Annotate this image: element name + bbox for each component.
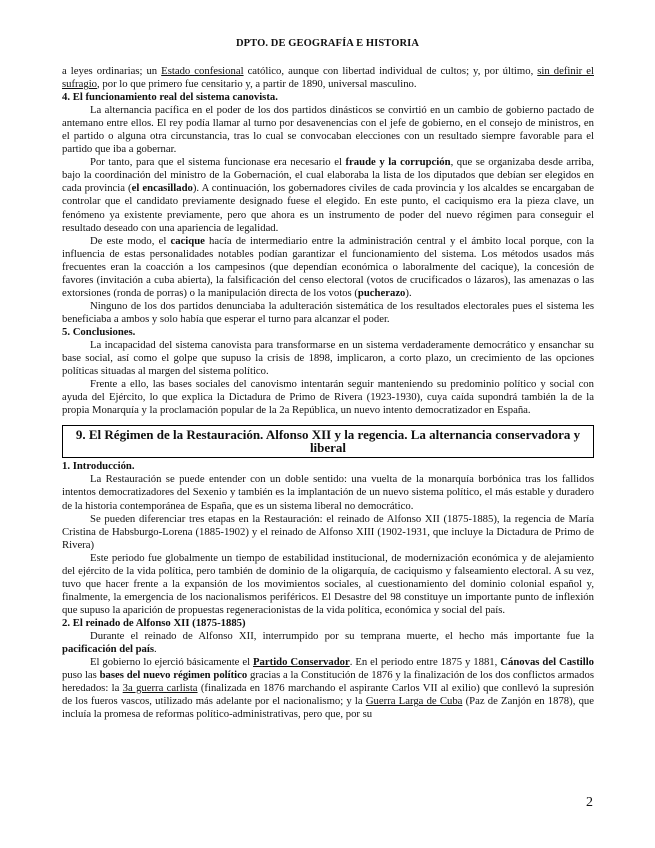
paragraph <box>62 235 594 300</box>
text-run: gracias a la Constitución de 1876 y la finalización de los dos conflictos armados heredados: la <box>62 669 594 695</box>
bold-term: cacique <box>170 234 205 247</box>
bold-term: bases del nuevo régimen político <box>99 669 248 682</box>
bold-term: pucherazo <box>357 286 406 299</box>
text-run: ). <box>405 286 412 299</box>
paragraph: La incapacidad del sistema canovista para transformarse en un sistema verdaderamente democrático y ensanchar su base social, así como el golpe que supuso la crisis de 1898, implicaron, a corto plazo, un crecimiento de las opciones políticas situadas al margen del sistema político. <box>62 338 594 378</box>
text-run: católico, aunque con libertad individual de cultos; y, por último, <box>243 65 538 77</box>
paragraph <box>62 630 594 656</box>
underlined-term: 3a guerra carlista <box>122 682 198 695</box>
paragraph <box>62 156 594 234</box>
paragraph: Se pueden diferenciar tres etapas en la Restauración: el reinado de Alfonso XII (1875-1885), la regencia de María Cristina de Habsburgo-Lorena (1885-1902) y el reinado de Alfonso XIII (1902-1931, que incluye la Dictadura de Primo de Rivera) <box>62 512 594 551</box>
topic-title-box: 9. El Régimen de la Restauración. Alfonso XII y la regencia. La alternancia conservadora y liberal <box>62 425 594 458</box>
bold-term: pacificación del país <box>62 643 155 656</box>
section-heading: 4. El funcionamiento real del sistema canovista. <box>62 91 278 104</box>
paragraph <box>62 656 594 721</box>
section-heading: 5. Conclusiones. <box>62 325 136 338</box>
paragraph: Ninguno de los dos partidos denunciaba la adulteración sistemática de los resultados electorales pues el sistema les beneficiaba a ambos y solo había que esperar el turno para alcanzar el poder. <box>62 299 594 325</box>
bold-term: el encasillado <box>131 182 193 195</box>
text-run: . En el periodo entre 1875 y 1881, <box>349 656 501 669</box>
underlined-term: Guerra Larga de Cuba <box>365 695 463 708</box>
text-run: ). A continuación, los gobernadores civiles de cada provincia y los alcaldes se encargaban de controlar que el candidato previamente designado fuese el elegido. En este punto, el caciquismo era la pieza clave, un fenómeno ya existente previamente, pero que ahora es un instrumento de poder del nuevo régimen para conseguir el resultado deseado con una apariencia de legalidad. <box>62 182 594 234</box>
text-run: . <box>154 643 157 656</box>
text-run: (Paz de Zanjón en 1878), que incluía la promesa de reformas político-administrativas, pero que, por su <box>62 695 594 721</box>
text-run: , que se organizaba desde arriba, bajo la coordinación del ministro de la Gobernación, el cual elaboraba la lista de los diputados que debían ser elegidos en cada provincia ( <box>62 156 594 195</box>
text-run: hacía de intermediario entre la administración central y el ámbito local porque, con la influencia de estas personalidades notables podían garantizar el funcionamiento del sistema. Los métodos usados más frecuentes eran la coacción a los campesinos (que dependían económica o laboralmente del cacique), la concesión de favores (invitación a cuba abierta), la falsificación del censo electoral (votos de crucificados o lázaros), las amenazas o las extorsiones (ronda de porras) o la manipulación directa de los votos ( <box>62 234 594 299</box>
paragraph: La Restauración se puede entender con un doble sentido: una vuelta de la monarquía borbónica tras los fallidos intentos democratizadores del Sexenio y también es la implantación de un nuevo sistema político, el más estable y duradero de la historia contemporánea de España, que es un sistema liberal no democrático. <box>62 473 594 512</box>
text-run: Durante el reinado de Alfonso XII, interrumpido por su temprana muerte, el hecho más importante fue la <box>90 629 594 642</box>
document-body <box>62 65 594 721</box>
paragraph: La alternancia pacífica en el poder de los dos partidos dinásticos se convirtió en un cambio de gobierno pactado de antemano entre ellos. El rey podía llamar al turno por desavenencias con el jefe de gobierno, en el consejo de ministros, en el partido o alguna otra circunstancia, tras lo cual se convocaban elecciones con un resultado siempre favorable para el partido que iba a gobernar. <box>62 104 594 156</box>
text-run: a leyes ordinarias; un <box>62 65 162 77</box>
bold-term: fraude y la corrupción <box>345 156 451 169</box>
text-run: , por lo que primero fue censitario y, a partir de 1890, universal masculino. <box>97 78 417 91</box>
department-header: DPTO. DE GEOGRAFÍA E HISTORIA <box>235 38 420 49</box>
bold-term: Cánovas del Castillo <box>500 656 595 669</box>
text-run: puso las <box>62 669 100 682</box>
page-number: 2 <box>586 795 593 810</box>
bold-underlined-term: Partido Conservador <box>253 656 350 669</box>
text-run: El gobierno lo ejerció básicamente el <box>90 656 254 669</box>
underlined-term: sin definir el sufragio <box>62 65 594 91</box>
paragraph: Este periodo fue globalmente un tiempo de estabilidad institucional, de modernización económica y de alejamiento del ejército de la vida política, pero también de dominio de la oligarquía, de caciquismo y falseamiento electoral. A su vez, tuvo que hacer frente a la expansión de los movimientos sociales, al cuestionamiento del dominio colonial español y, finalmente, la emergencia de los nacionalismos periféricos. El Desastre del 98 constituye un importante punto de inflexión que supuso la aparición de propuestas regeneracionistas de la vida política, económica y social del país. <box>62 551 594 616</box>
paragraph: Frente a ello, las bases sociales del canovismo intentarán seguir manteniendo su predominio político y social con ayuda del Ejército, lo que explica la Dictadura de Primo de Rivera (1923-1930), cuya caída supondrá también la de la propia Monarquía y la proclamación popular de la 2a República, un nuevo intento democratizador en España. <box>62 378 594 417</box>
section-heading: 2. El reinado de Alfonso XII (1875-1885) <box>62 616 246 629</box>
section-heading: 1. Introducción. <box>62 460 135 473</box>
text-run: (finalizada en 1876 marchando el aspirante Carlos VII al exilio) que conllevó la supresión de los fueros vascos, utilizado más adelante por el nacionalismo; y la <box>62 682 595 708</box>
text-run: Por tanto, para que el sistema funcionase era necesario el <box>90 156 346 169</box>
text-run: De este modo, el <box>90 234 171 247</box>
paragraph <box>62 65 594 91</box>
underlined-term: Estado confesional <box>161 65 244 77</box>
